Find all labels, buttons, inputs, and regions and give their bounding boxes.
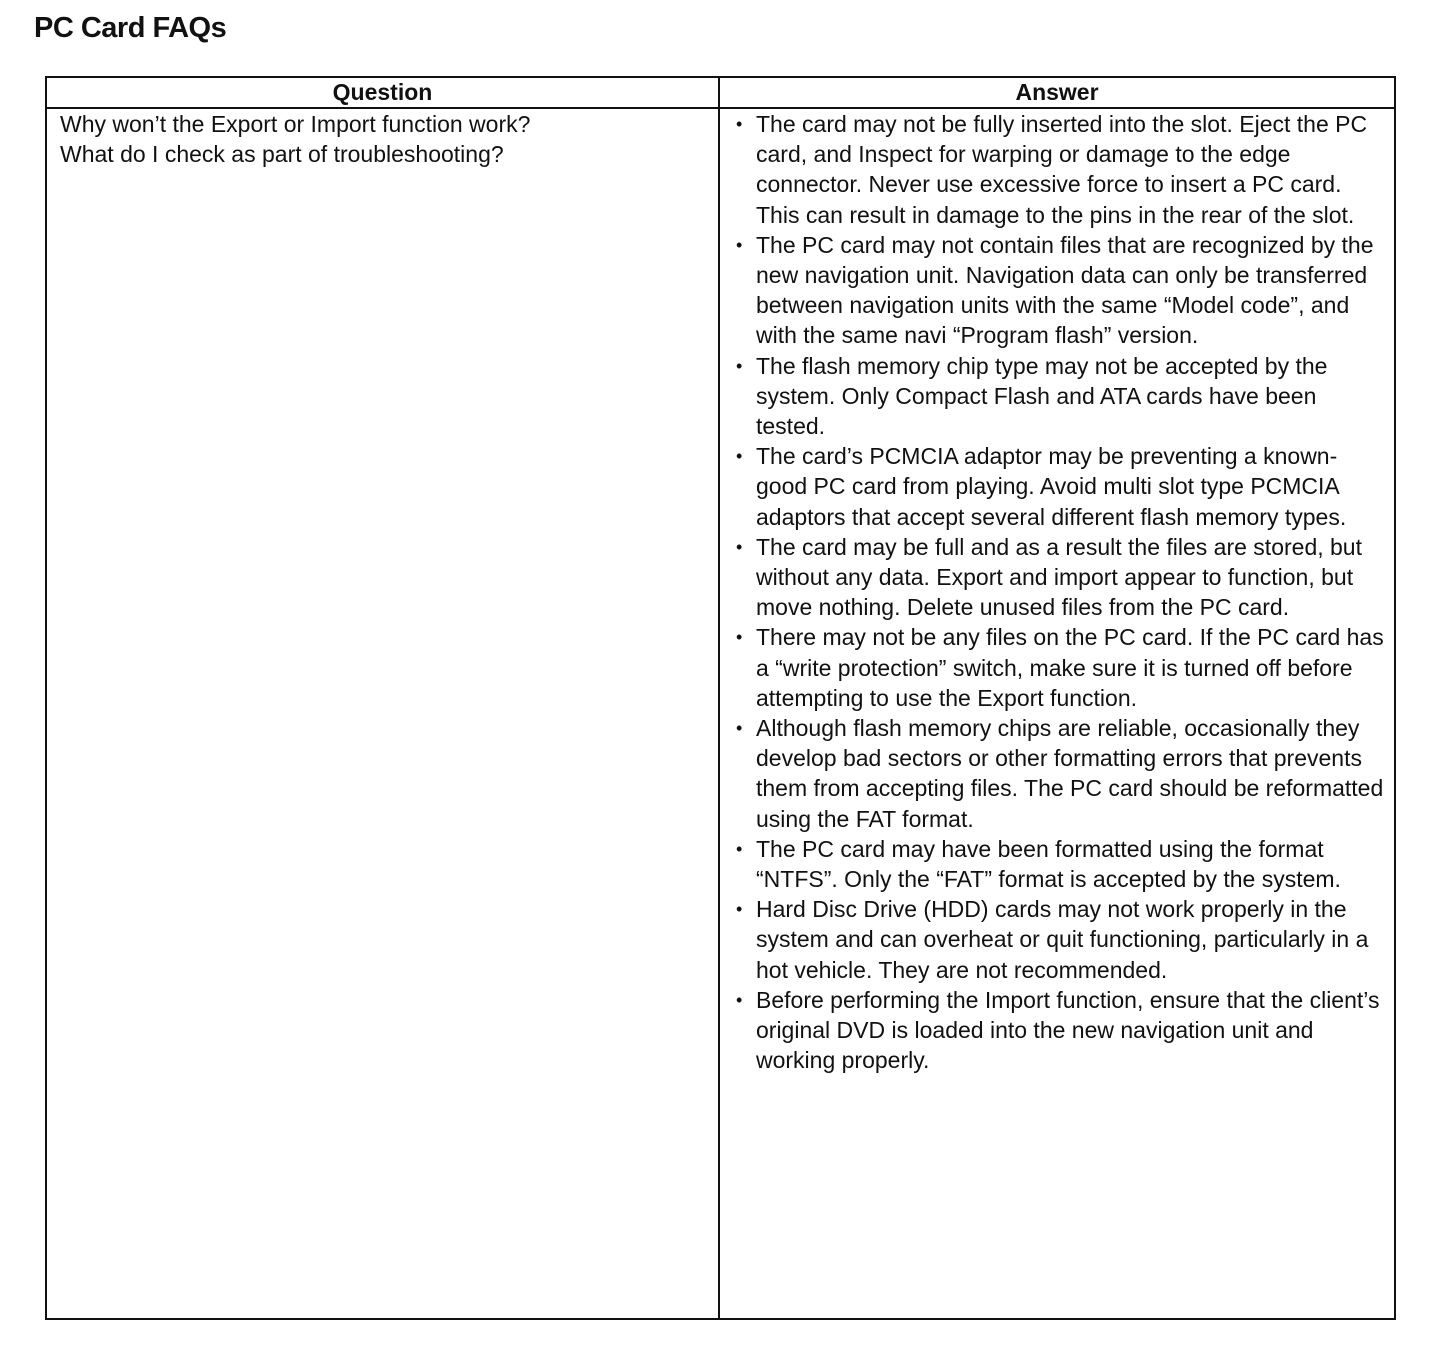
- table-header-row: [46, 77, 1395, 108]
- answer-item: • The card may not be fully inserted into the slot. Eject the PC card, and Inspect for warping or damage to the edge connector. Never use excessive force to insert a PC card. This can result in damage to the pins in the rear of the slot.: [756, 109, 1386, 230]
- answer-column-header: Answer: [719, 77, 1395, 108]
- question-column-header: Question: [46, 77, 719, 108]
- question-cell: [46, 108, 719, 1319]
- answer-cell: [719, 108, 1395, 1319]
- answer-item: • The PC card may not contain files that are recognized by the new navigation unit. Navigation data can only be transferred between navigation units with the same “Model code”, and with the same navi “Program flash” version.: [756, 230, 1386, 351]
- answer-item: • Hard Disc Drive (HDD) cards may not work properly in the system and can overheat or quit functioning, particularly in a hot vehicle. They are not recommended.: [756, 894, 1386, 985]
- question-line: What do I check as part of troubleshooting?: [60, 141, 504, 168]
- answer-item: • There may not be any files on the PC card. If the PC card has a “write protection” switch, make sure it is turned off before attempting to use the Export function.: [756, 622, 1386, 713]
- faq-table: [45, 76, 1396, 1320]
- question-line: Why won’t the Export or Import function work?: [60, 111, 531, 137]
- answer-item: • Although flash memory chips are reliable, occasionally they develop bad sectors or other formatting errors that prevents them from accepting files. The PC card should be reformatted using the FAT format.: [756, 713, 1386, 834]
- answer-item: • Before performing the Import function, ensure that the client’s original DVD is loaded into the new navigation unit and working properly.: [756, 985, 1386, 1076]
- answer-item: • The card may be full and as a result the files are stored, but without any data. Export and import appear to function, but move nothing. Delete unused files from the PC card.: [756, 532, 1386, 623]
- page-title: PC Card FAQs: [34, 12, 227, 44]
- answer-list: [720, 109, 1394, 1076]
- answer-item: • The card’s PCMCIA adaptor may be preventing a known-good PC card from playing. Avoid multi slot type PCMCIA adaptors that accept several different flash memory types.: [756, 441, 1386, 532]
- answer-item: • The flash memory chip type may not be accepted by the system. Only Compact Flash and ATA cards have been tested.: [756, 351, 1386, 442]
- table-row: [46, 108, 1395, 1319]
- answer-item: • The PC card may have been formatted using the format “NTFS”. Only the “FAT” format is accepted by the system.: [756, 834, 1386, 894]
